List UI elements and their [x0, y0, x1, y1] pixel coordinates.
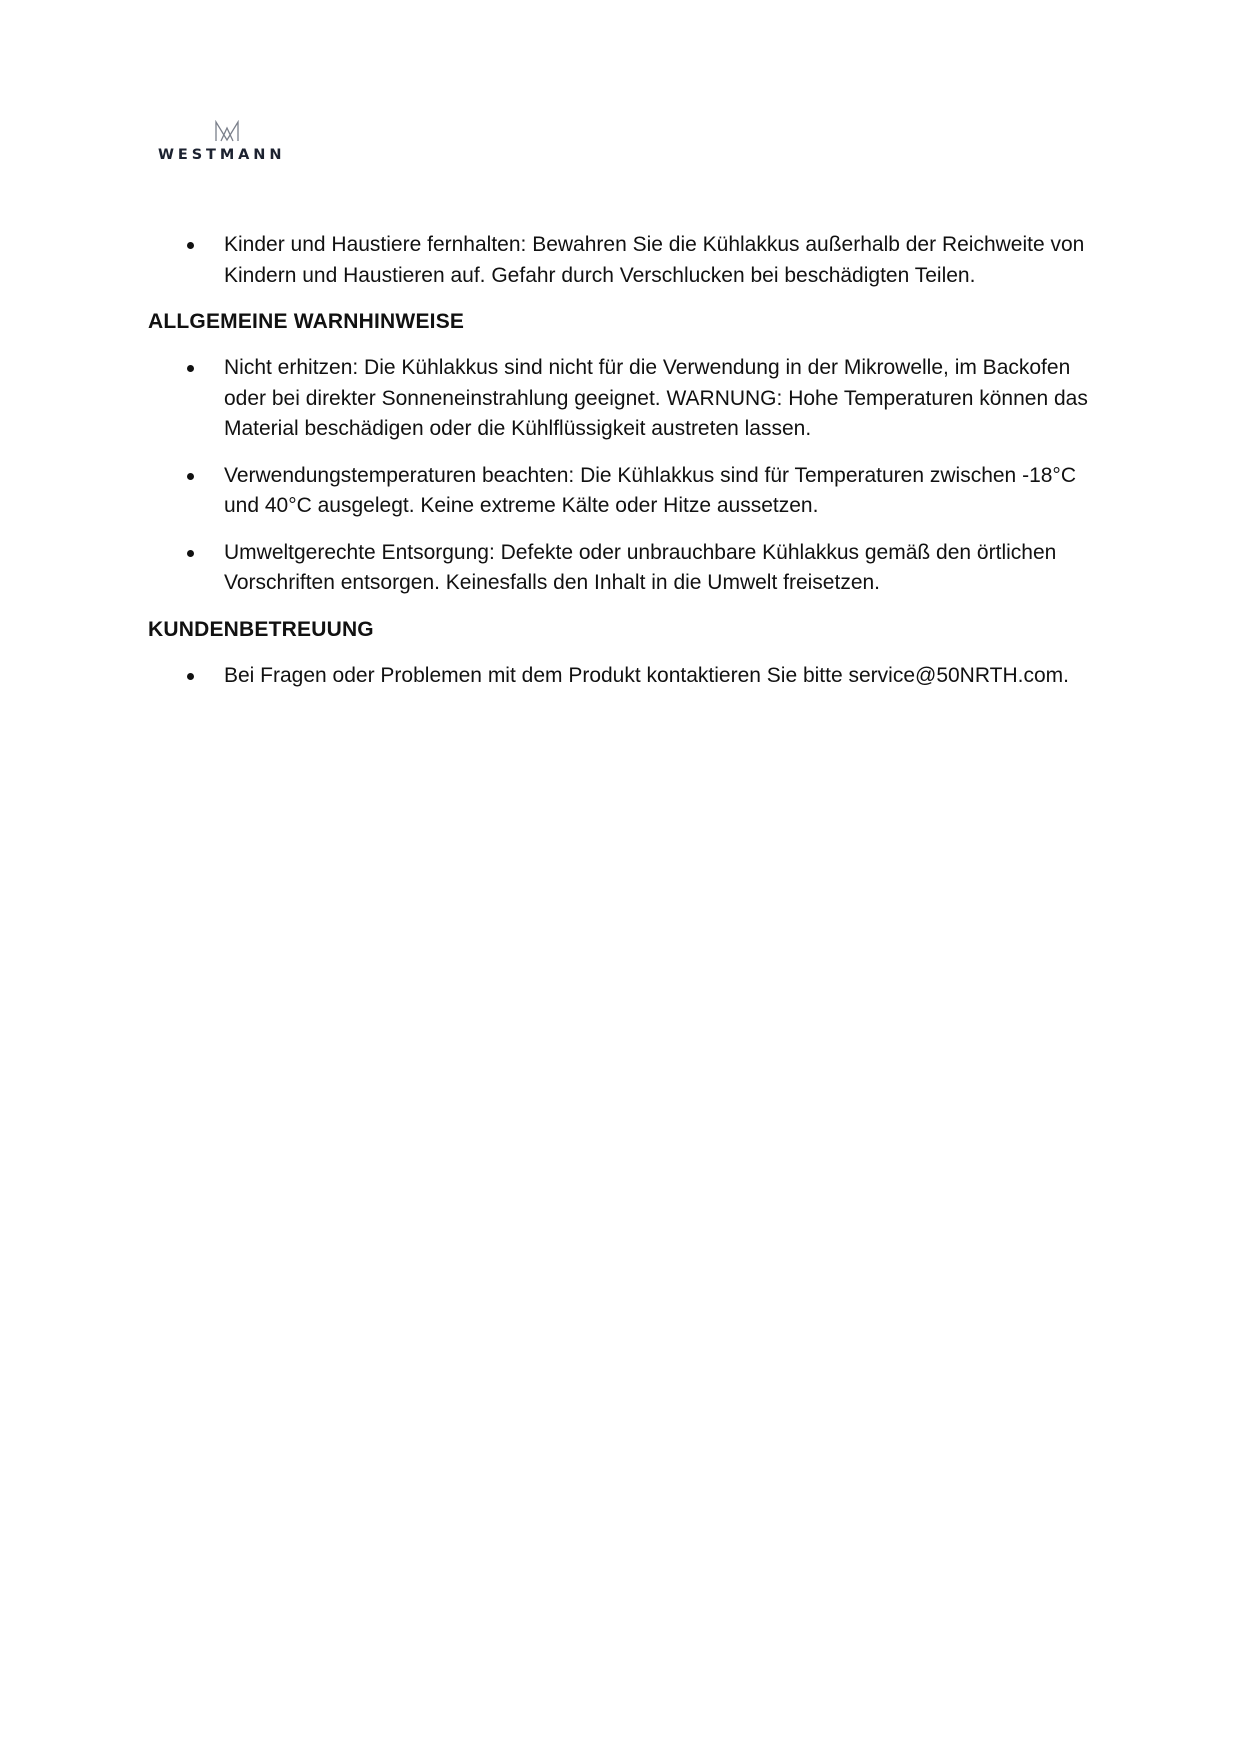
brand-wordmark: WESTMANN [158, 147, 286, 163]
intro-list [148, 230, 1098, 291]
list-item: Kinder und Haustiere fernhalten: Bewahren Sie die Kühlakkus außerhalb der Reichweite von Kindern und Haustieren auf. Gefahr durch Verschlucken bei beschädigten Teilen. [148, 230, 1098, 291]
list-item: Nicht erhitzen: Die Kühlakkus sind nicht für die Verwendung in der Mikrowelle, im Backofen oder bei direkter Sonneneinstrahlung geeignet. WARNUNG: Hohe Temperaturen können das Material beschädigen oder die Kühlflüssigkeit austreten lassen. [148, 353, 1098, 445]
section-heading-warnings: ALLGEMEINE WARNHINWEISE [148, 310, 465, 333]
list-item: Bei Fragen oder Problemen mit dem Produkt kontaktieren Sie bitte service@50NRTH.com. [148, 661, 1098, 692]
section-heading-customer-service: KUNDENBETREUUNG [148, 617, 374, 641]
warnings-list [148, 353, 1098, 599]
customer-service-list [148, 661, 1098, 692]
list-item: Umweltgerechte Entsorgung: Defekte oder unbrauchbare Kühlakkus gemäß den örtlichen Vorschriften entsorgen. Keinesfalls den Inhalt in die Umwelt freisetzen. [148, 538, 1098, 599]
list-item: Verwendungstemperaturen beachten: Die Kühlakkus sind für Temperaturen zwischen -18°C und 40°C ausgelegt. Keine extreme Kälte oder Hitze aussetzen. [148, 461, 1098, 522]
brand-logo [158, 120, 294, 166]
document-body [148, 230, 1098, 707]
westmann-monogram-icon [214, 120, 240, 142]
